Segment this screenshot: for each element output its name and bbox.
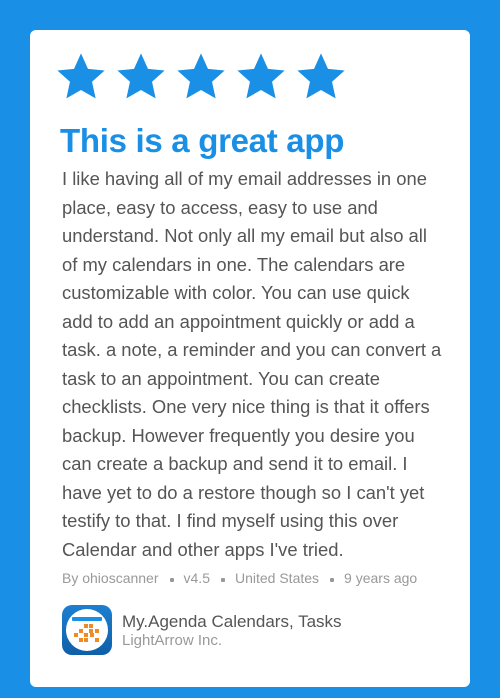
app-icon-cell <box>79 629 83 633</box>
review-country: United States <box>234 570 320 586</box>
app-icon-face <box>66 609 108 651</box>
review-meta <box>62 570 417 586</box>
review-version: v4.5 <box>183 570 210 586</box>
star-icon <box>114 50 168 104</box>
app-icon-cell <box>84 624 88 628</box>
calendar-app-icon[interactable] <box>62 605 112 655</box>
app-icon-cell <box>74 633 78 637</box>
review-age: 9 years ago <box>344 570 418 586</box>
app-developer: LightArrow Inc. <box>122 632 223 649</box>
app-icon-calendar-header <box>72 617 102 621</box>
separator-dot <box>330 578 334 582</box>
separator-dot <box>170 578 174 582</box>
star-rating <box>54 50 348 104</box>
app-icon-cell <box>90 633 94 637</box>
star-icon <box>174 50 228 104</box>
separator-dot <box>221 578 225 582</box>
star-icon <box>54 50 108 104</box>
review-title: This is a great app <box>60 122 345 159</box>
app-icon-cell <box>89 624 93 628</box>
app-icon-cell <box>84 638 88 642</box>
app-icon-cell <box>79 638 83 642</box>
app-icon-cell <box>84 633 88 637</box>
app-icon-cell <box>95 638 99 642</box>
review-body: I like having all of my email addresses in one place, easy to access, easy to use and understand. Not only all my email but also all of my calendars in one. The calendars are customizable with color. You can use quick add to add an appointment quickly or add a task. a note, a reminder and you can convert a task to an appointment. You can create checklists. One very nice thing is that it offers backup. However frequently you desire you can create a backup and send it to email. I have yet to do a restore though so I can't yet testify to that. I find myself using this over Calendar and other apps I've tried. <box>62 168 442 560</box>
app-name[interactable]: My.Agenda Calendars, Tasks <box>122 612 342 631</box>
star-icon <box>294 50 348 104</box>
app-icon-cell <box>95 629 99 633</box>
review-author: By ohioscanner <box>62 570 159 586</box>
review-card <box>30 30 470 687</box>
star-icon <box>234 50 288 104</box>
